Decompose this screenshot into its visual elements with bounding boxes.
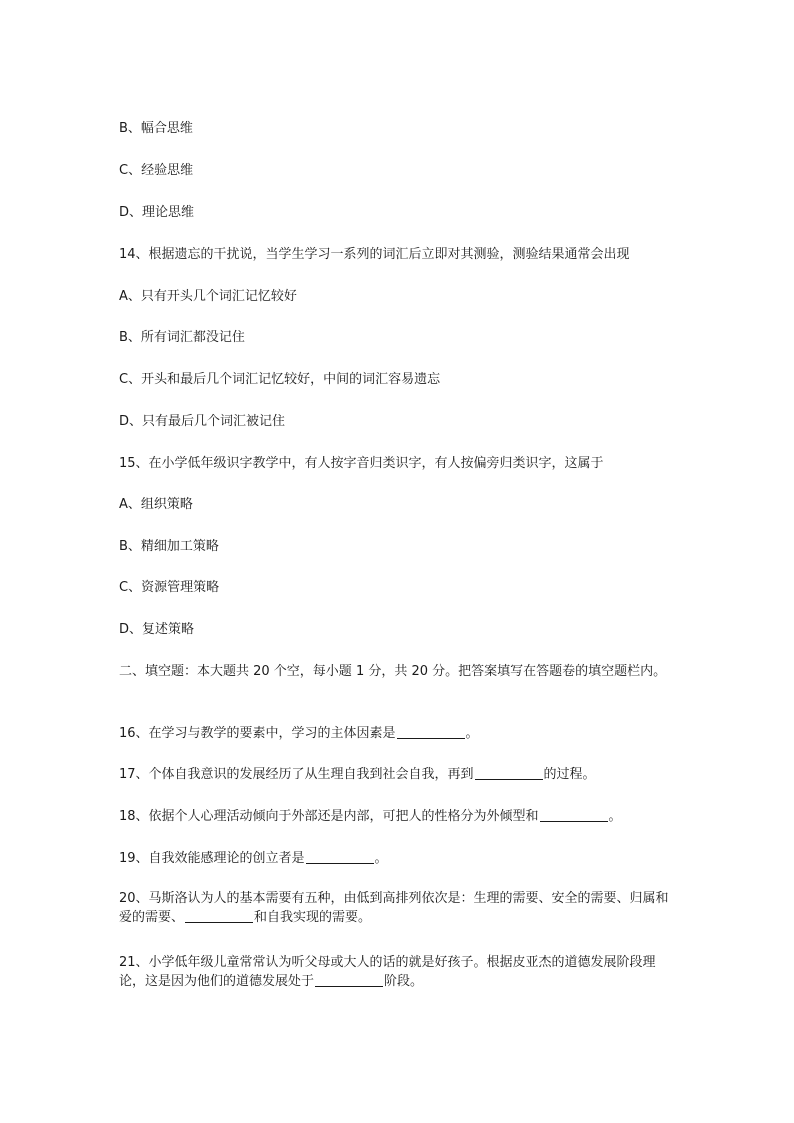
answer-blank-18 (540, 807, 608, 822)
question-17 (119, 765, 679, 784)
question-19 (119, 849, 679, 868)
answer-blank-17 (475, 765, 543, 780)
answer-blank-21 (315, 972, 383, 987)
question-16 (119, 724, 679, 743)
question-18 (119, 807, 679, 826)
question-17-tail: 的过程。 (543, 767, 596, 782)
option-c-q14: C、开头和最后几个词汇记忆较好，中间的词汇容易遗忘 (119, 372, 441, 387)
option-b-q13: B、幅合思维 (119, 121, 193, 136)
option-a-q15: A、组织策略 (119, 497, 193, 512)
option-b-q14: B、所有词汇都没记住 (119, 330, 245, 345)
question-19-text: 19、自我效能感理论的创立者是 (119, 851, 305, 866)
question-20-tail: 和自我实现的需要。 (254, 910, 372, 925)
section-2-heading: 二、填空题：本大题共 20 个空，每小题 1 分，共 20 分。把答案填写在答题卷的填空题栏内。 (119, 664, 667, 679)
question-19-tail: 。 (374, 851, 388, 866)
question-21-text: 21、小学低年级儿童常常认为听父母或大人的话的就是好孩子。根据皮亚杰的道德发展阶段理论，这是因为他们的道德发展处于 (119, 955, 656, 989)
option-d-q15: D、复述策略 (119, 622, 195, 637)
question-16-tail: 。 (465, 726, 479, 741)
question-18-text: 18、依据个人心理活动倾向于外部还是内部，可把人的性格分为外倾型和 (119, 809, 539, 824)
question-20 (119, 889, 669, 927)
option-c-q13: C、经验思维 (119, 163, 194, 178)
answer-blank-19 (306, 849, 374, 864)
question-16-text: 16、在学习与教学的要素中，学习的主体因素是 (119, 726, 396, 741)
question-15: 15、在小学低年级识字教学中，有人按字音归类识字，有人按偏旁归类识字，这属于 (119, 456, 604, 471)
option-b-q15: B、精细加工策略 (119, 539, 219, 554)
question-21 (119, 953, 669, 991)
answer-blank-20 (185, 908, 253, 923)
answer-blank-16 (397, 724, 465, 739)
question-20-text: 20、马斯洛认为人的基本需要有五种，由低到高排列依次是：生理的需要、安全的需要、归属和爱的需要、 (119, 891, 669, 925)
question-18-tail: 。 (608, 809, 622, 824)
option-c-q15: C、资源管理策略 (119, 580, 220, 595)
question-21-tail: 阶段。 (384, 974, 424, 989)
question-17-text: 17、个体自我意识的发展经历了从生理自我到社会自我，再到 (119, 767, 474, 782)
option-d-q14: D、只有最后几个词汇被记住 (119, 414, 286, 429)
option-d-q13: D、理论思维 (119, 205, 195, 220)
question-14: 14、根据遗忘的干扰说，当学生学习一系列的词汇后立即对其测验，测验结果通常会出现 (119, 247, 630, 262)
option-a-q14: A、只有开头几个词汇记忆较好 (119, 289, 297, 304)
